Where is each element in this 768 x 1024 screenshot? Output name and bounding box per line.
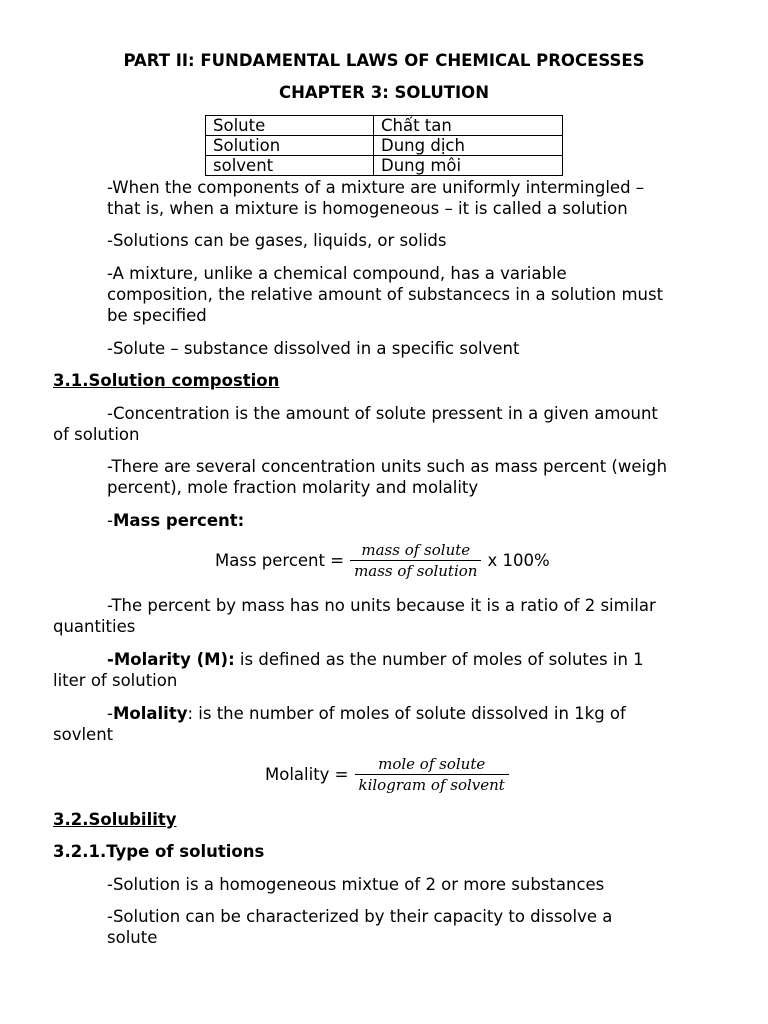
table-row <box>206 156 563 176</box>
formula-lhs: Mass percent = <box>215 551 345 570</box>
glossary-term-vi: Dung môi <box>374 156 563 176</box>
table-row <box>206 136 563 156</box>
glossary-term-en: Solution <box>206 136 374 156</box>
capacity-line-2: solute <box>107 928 158 947</box>
table-row <box>206 116 563 136</box>
molarity-line-1 <box>107 649 644 670</box>
glossary-term-en: Solute <box>206 116 374 136</box>
formula-fraction <box>350 541 481 580</box>
molality-line-2: sovlent <box>53 725 114 744</box>
subsection-heading-3-2-1: 3.2.1.Type of solutions <box>53 842 265 861</box>
mass-percent-label: Mass percent: <box>112 511 245 530</box>
percent-mass-line-2: quantities <box>53 617 136 636</box>
capacity-line-1: -Solution can be characterized by their capacity to dissolve a <box>107 907 613 926</box>
formula-denominator: kilogram of solvent <box>358 776 505 794</box>
mass-percent-formula <box>215 541 550 580</box>
glossary-term-vi: Dung dịch <box>374 136 563 156</box>
molality-prefix: - <box>107 704 113 723</box>
intro-paragraph-3-line-3: be specified <box>107 306 207 325</box>
section-heading-3-2: 3.2.Solubility <box>53 810 177 829</box>
solution-definition: -Solution is a homogeneous mixtue of 2 or more substances <box>107 875 605 894</box>
mass-percent-prefix: - <box>107 511 113 530</box>
molarity-line-2: liter of solution <box>53 671 178 690</box>
molality-formula <box>265 755 515 794</box>
formula-fraction <box>355 755 509 794</box>
units-line-2: percent), mole fraction molarity and molality <box>107 478 479 497</box>
concentration-line-1: -Concentration is the amount of solute pressent in a given amount <box>107 404 658 423</box>
glossary-term-en: solvent <box>206 156 374 176</box>
section-heading-3-1: 3.1.Solution compostion <box>53 371 280 390</box>
part-title: PART II: FUNDAMENTAL LAWS OF CHEMICAL PROCESSES <box>123 51 645 70</box>
percent-mass-line-1: -The percent by mass has no units because it is a ratio of 2 similar <box>107 596 656 615</box>
chapter-title: CHAPTER 3: SOLUTION <box>278 83 490 102</box>
intro-paragraph-1-line-1: -When the components of a mixture are uniformly intermingled – <box>107 178 645 197</box>
formula-denominator: mass of solution <box>354 562 478 580</box>
intro-paragraph-1-line-2: that is, when a mixture is homogeneous – it is called a solution <box>107 199 628 218</box>
glossary-term-vi: Chất tan <box>374 116 563 136</box>
molarity-text: is defined as the number of moles of solutes in 1 <box>234 650 644 669</box>
concentration-line-2: of solution <box>53 425 140 444</box>
units-line-1: -There are several concentration units such as mass percent (weigh <box>107 457 668 476</box>
intro-paragraph-4: -Solute – substance dissolved in a specific solvent <box>107 339 520 358</box>
intro-paragraph-3-line-1: -A mixture, unlike a chemical compound, has a variable <box>107 264 567 283</box>
molality-text: : is the number of moles of solute dissolved in 1kg of <box>187 704 626 723</box>
intro-paragraph-3-line-2: composition, the relative amount of substancecs in a solution must <box>107 285 664 304</box>
molality-label: Molality <box>112 704 188 723</box>
intro-paragraph-2: -Solutions can be gases, liquids, or solids <box>107 231 447 250</box>
formula-rhs: x 100% <box>487 551 550 570</box>
molality-line-1 <box>107 703 626 724</box>
mass-percent-heading <box>107 510 244 531</box>
formula-numerator: mass of solute <box>361 541 471 559</box>
formula-numerator: mole of solute <box>378 755 486 773</box>
molarity-label: -Molarity (M): <box>107 650 235 669</box>
glossary-table <box>205 115 563 176</box>
formula-lhs: Molality = <box>265 765 349 784</box>
